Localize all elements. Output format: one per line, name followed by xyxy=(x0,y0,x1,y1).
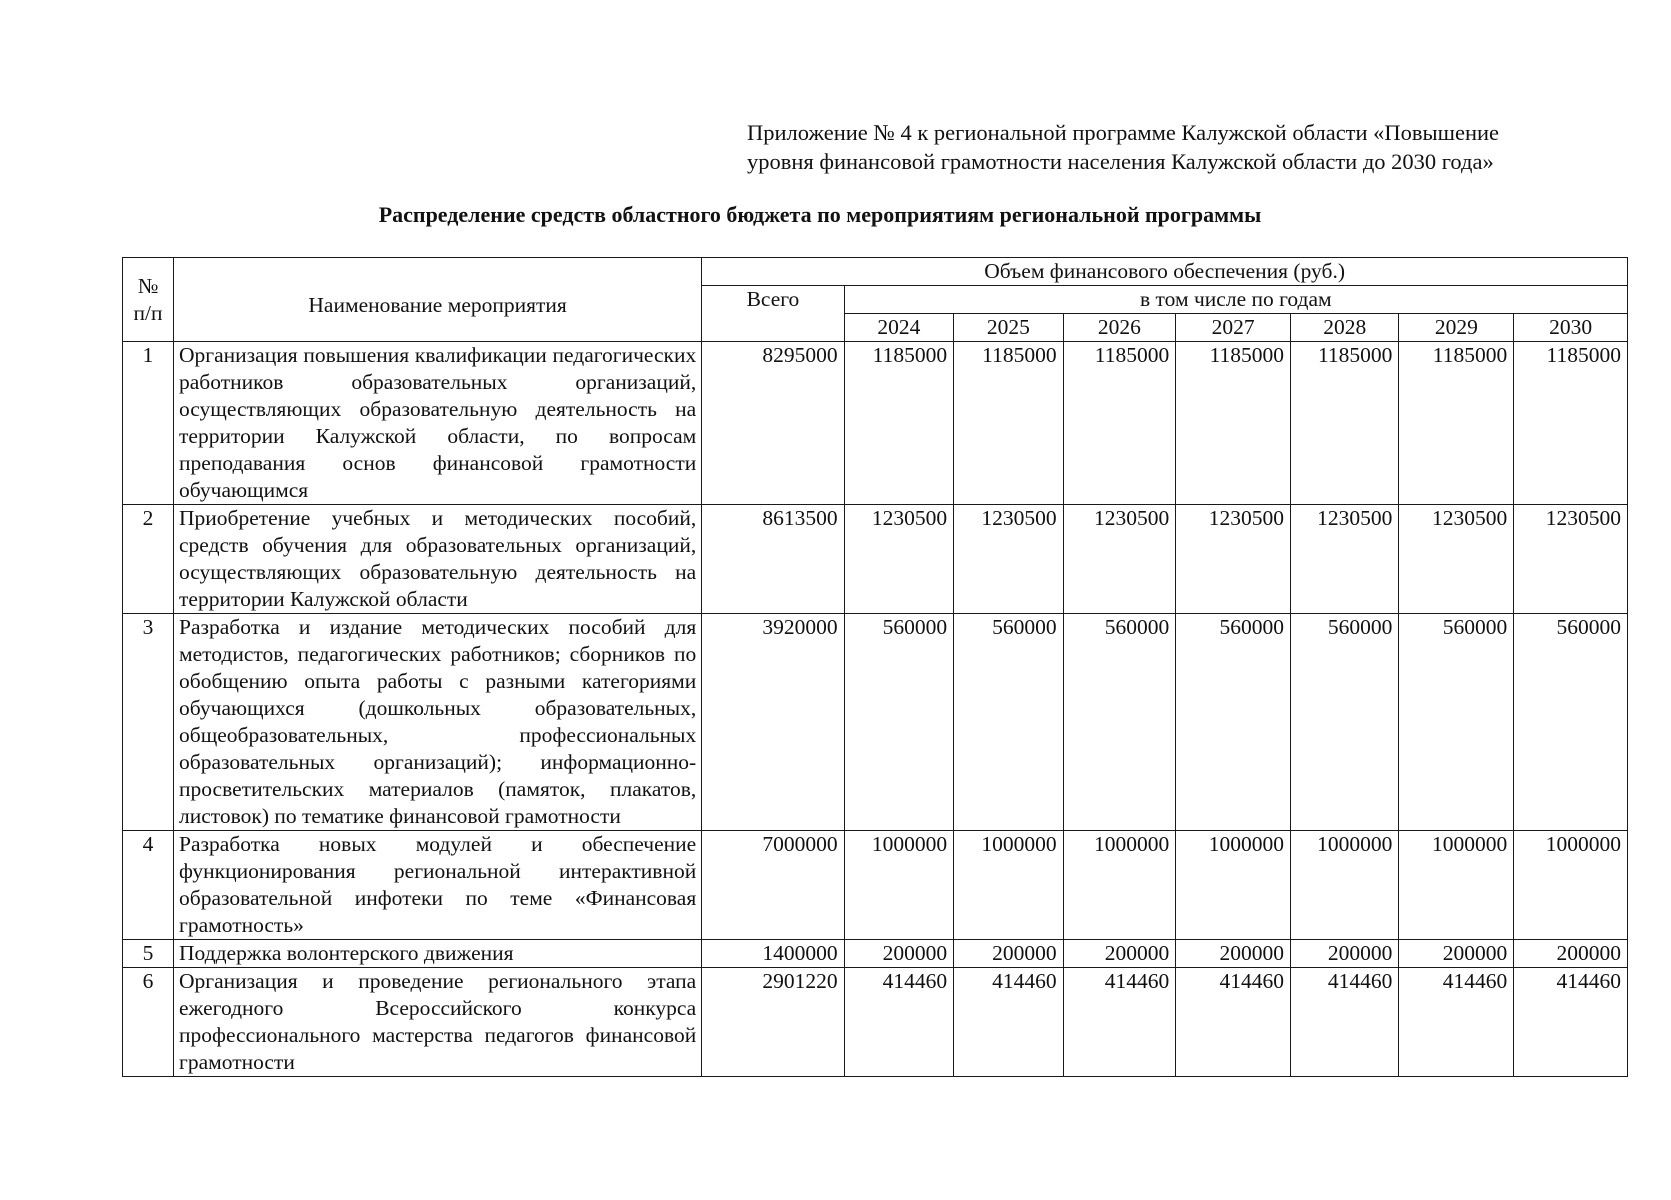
table-row xyxy=(123,831,1628,940)
value-2024: 414460 xyxy=(844,968,953,1077)
value-2025: 1000000 xyxy=(954,831,1063,940)
total-value: 3920000 xyxy=(702,614,844,831)
value-2030: 1230500 xyxy=(1514,505,1628,614)
header-year-2028: 2028 xyxy=(1291,314,1399,342)
total-value: 1400000 xyxy=(702,940,844,968)
value-2030: 1000000 xyxy=(1514,831,1628,940)
value-2027: 560000 xyxy=(1176,614,1291,831)
appendix-line-2: уровня финансовой грамотности населения Калужской области до 2030 года» xyxy=(747,149,1494,174)
header-total: Всего xyxy=(702,286,844,342)
header-year-2026: 2026 xyxy=(1063,314,1176,342)
value-2027: 414460 xyxy=(1176,968,1291,1077)
value-2024: 1230500 xyxy=(844,505,953,614)
value-2029: 1185000 xyxy=(1399,342,1514,505)
value-2030: 414460 xyxy=(1514,968,1628,1077)
value-2025: 1230500 xyxy=(954,505,1063,614)
value-2027: 1000000 xyxy=(1176,831,1291,940)
table-row xyxy=(123,342,1628,505)
activity-name: Поддержка волонтерского движения xyxy=(174,940,702,968)
table-row xyxy=(123,940,1628,968)
value-2029: 1230500 xyxy=(1399,505,1514,614)
value-2026: 1230500 xyxy=(1063,505,1176,614)
value-2025: 414460 xyxy=(954,968,1063,1077)
row-number: 2 xyxy=(123,505,174,614)
value-2026: 1185000 xyxy=(1063,342,1176,505)
value-2029: 200000 xyxy=(1399,940,1514,968)
value-2025: 560000 xyxy=(954,614,1063,831)
header-by-years: в том числе по годам xyxy=(844,286,1627,314)
value-2028: 414460 xyxy=(1291,968,1399,1077)
activity-name: Разработка и издание методических пособий для методистов, педагогических работников; сборников по обобщению опыта работы с разными категориями обучающихся (дошкольных образовательных, общеобразовательных, профессиональных образовательных организаций); информационно-просветительских материалов (памяток, плакатов, листовок) по тематике финансовой грамотности xyxy=(174,614,702,831)
table-row xyxy=(123,968,1628,1077)
appendix-note xyxy=(747,118,1647,176)
row-number: 6 xyxy=(123,968,174,1077)
row-number: 3 xyxy=(123,614,174,831)
table-row xyxy=(123,614,1628,831)
header-name: Наименование мероприятия xyxy=(174,258,702,342)
row-number: 4 xyxy=(123,831,174,940)
value-2024: 1185000 xyxy=(844,342,953,505)
value-2027: 1230500 xyxy=(1176,505,1291,614)
appendix-line-1: Приложение № 4 к региональной программе Калужской области «Повышение xyxy=(747,120,1500,145)
total-value: 8613500 xyxy=(702,505,844,614)
value-2029: 1000000 xyxy=(1399,831,1514,940)
value-2028: 1185000 xyxy=(1291,342,1399,505)
header-year-2027: 2027 xyxy=(1176,314,1291,342)
activity-name: Приобретение учебных и методических пособий, средств обучения для образовательных организаций, осуществляющих образовательную деятельность на территории Калужской области xyxy=(174,505,702,614)
value-2026: 200000 xyxy=(1063,940,1176,968)
value-2028: 1000000 xyxy=(1291,831,1399,940)
value-2026: 560000 xyxy=(1063,614,1176,831)
total-value: 2901220 xyxy=(702,968,844,1077)
value-2026: 414460 xyxy=(1063,968,1176,1077)
value-2025: 1185000 xyxy=(954,342,1063,505)
value-2028: 560000 xyxy=(1291,614,1399,831)
value-2028: 1230500 xyxy=(1291,505,1399,614)
table-row xyxy=(123,505,1628,614)
activity-name: Организация и проведение регионального этапа ежегодного Всероссийского конкурса профессионального мастерства педагогов финансовой грамотности xyxy=(174,968,702,1077)
value-2029: 414460 xyxy=(1399,968,1514,1077)
value-2029: 560000 xyxy=(1399,614,1514,831)
row-number: 5 xyxy=(123,940,174,968)
header-year-2029: 2029 xyxy=(1399,314,1514,342)
total-value: 8295000 xyxy=(702,342,844,505)
total-value: 7000000 xyxy=(702,831,844,940)
header-year-2025: 2025 xyxy=(954,314,1063,342)
value-2027: 1185000 xyxy=(1176,342,1291,505)
value-2024: 1000000 xyxy=(844,831,953,940)
activity-name: Организация повышения квалификации педагогических работников образовательных организаций, осуществляющих образовательную деятельность на территории Калужской области, по вопросам преподавания основ финансовой грамотности обучающимся xyxy=(174,342,702,505)
document-title: Распределение средств областного бюджета по мероприятиям региональной программы xyxy=(378,202,1262,227)
activity-name: Разработка новых модулей и обеспечение функционирования региональной интерактивной образовательной инфотеки по теме «Финансовая грамотность» xyxy=(174,831,702,940)
header-row-1 xyxy=(123,258,1628,286)
value-2024: 200000 xyxy=(844,940,953,968)
row-number: 1 xyxy=(123,342,174,505)
value-2030: 200000 xyxy=(1514,940,1628,968)
value-2030: 560000 xyxy=(1514,614,1628,831)
value-2027: 200000 xyxy=(1176,940,1291,968)
value-2024: 560000 xyxy=(844,614,953,831)
header-num: № п/п xyxy=(123,258,174,342)
header-year-2030: 2030 xyxy=(1514,314,1628,342)
value-2026: 1000000 xyxy=(1063,831,1176,940)
header-volume: Объем финансового обеспечения (руб.) xyxy=(702,258,1628,286)
budget-table xyxy=(122,257,1628,1077)
value-2025: 200000 xyxy=(954,940,1063,968)
value-2028: 200000 xyxy=(1291,940,1399,968)
value-2030: 1185000 xyxy=(1514,342,1628,505)
header-year-2024: 2024 xyxy=(844,314,953,342)
